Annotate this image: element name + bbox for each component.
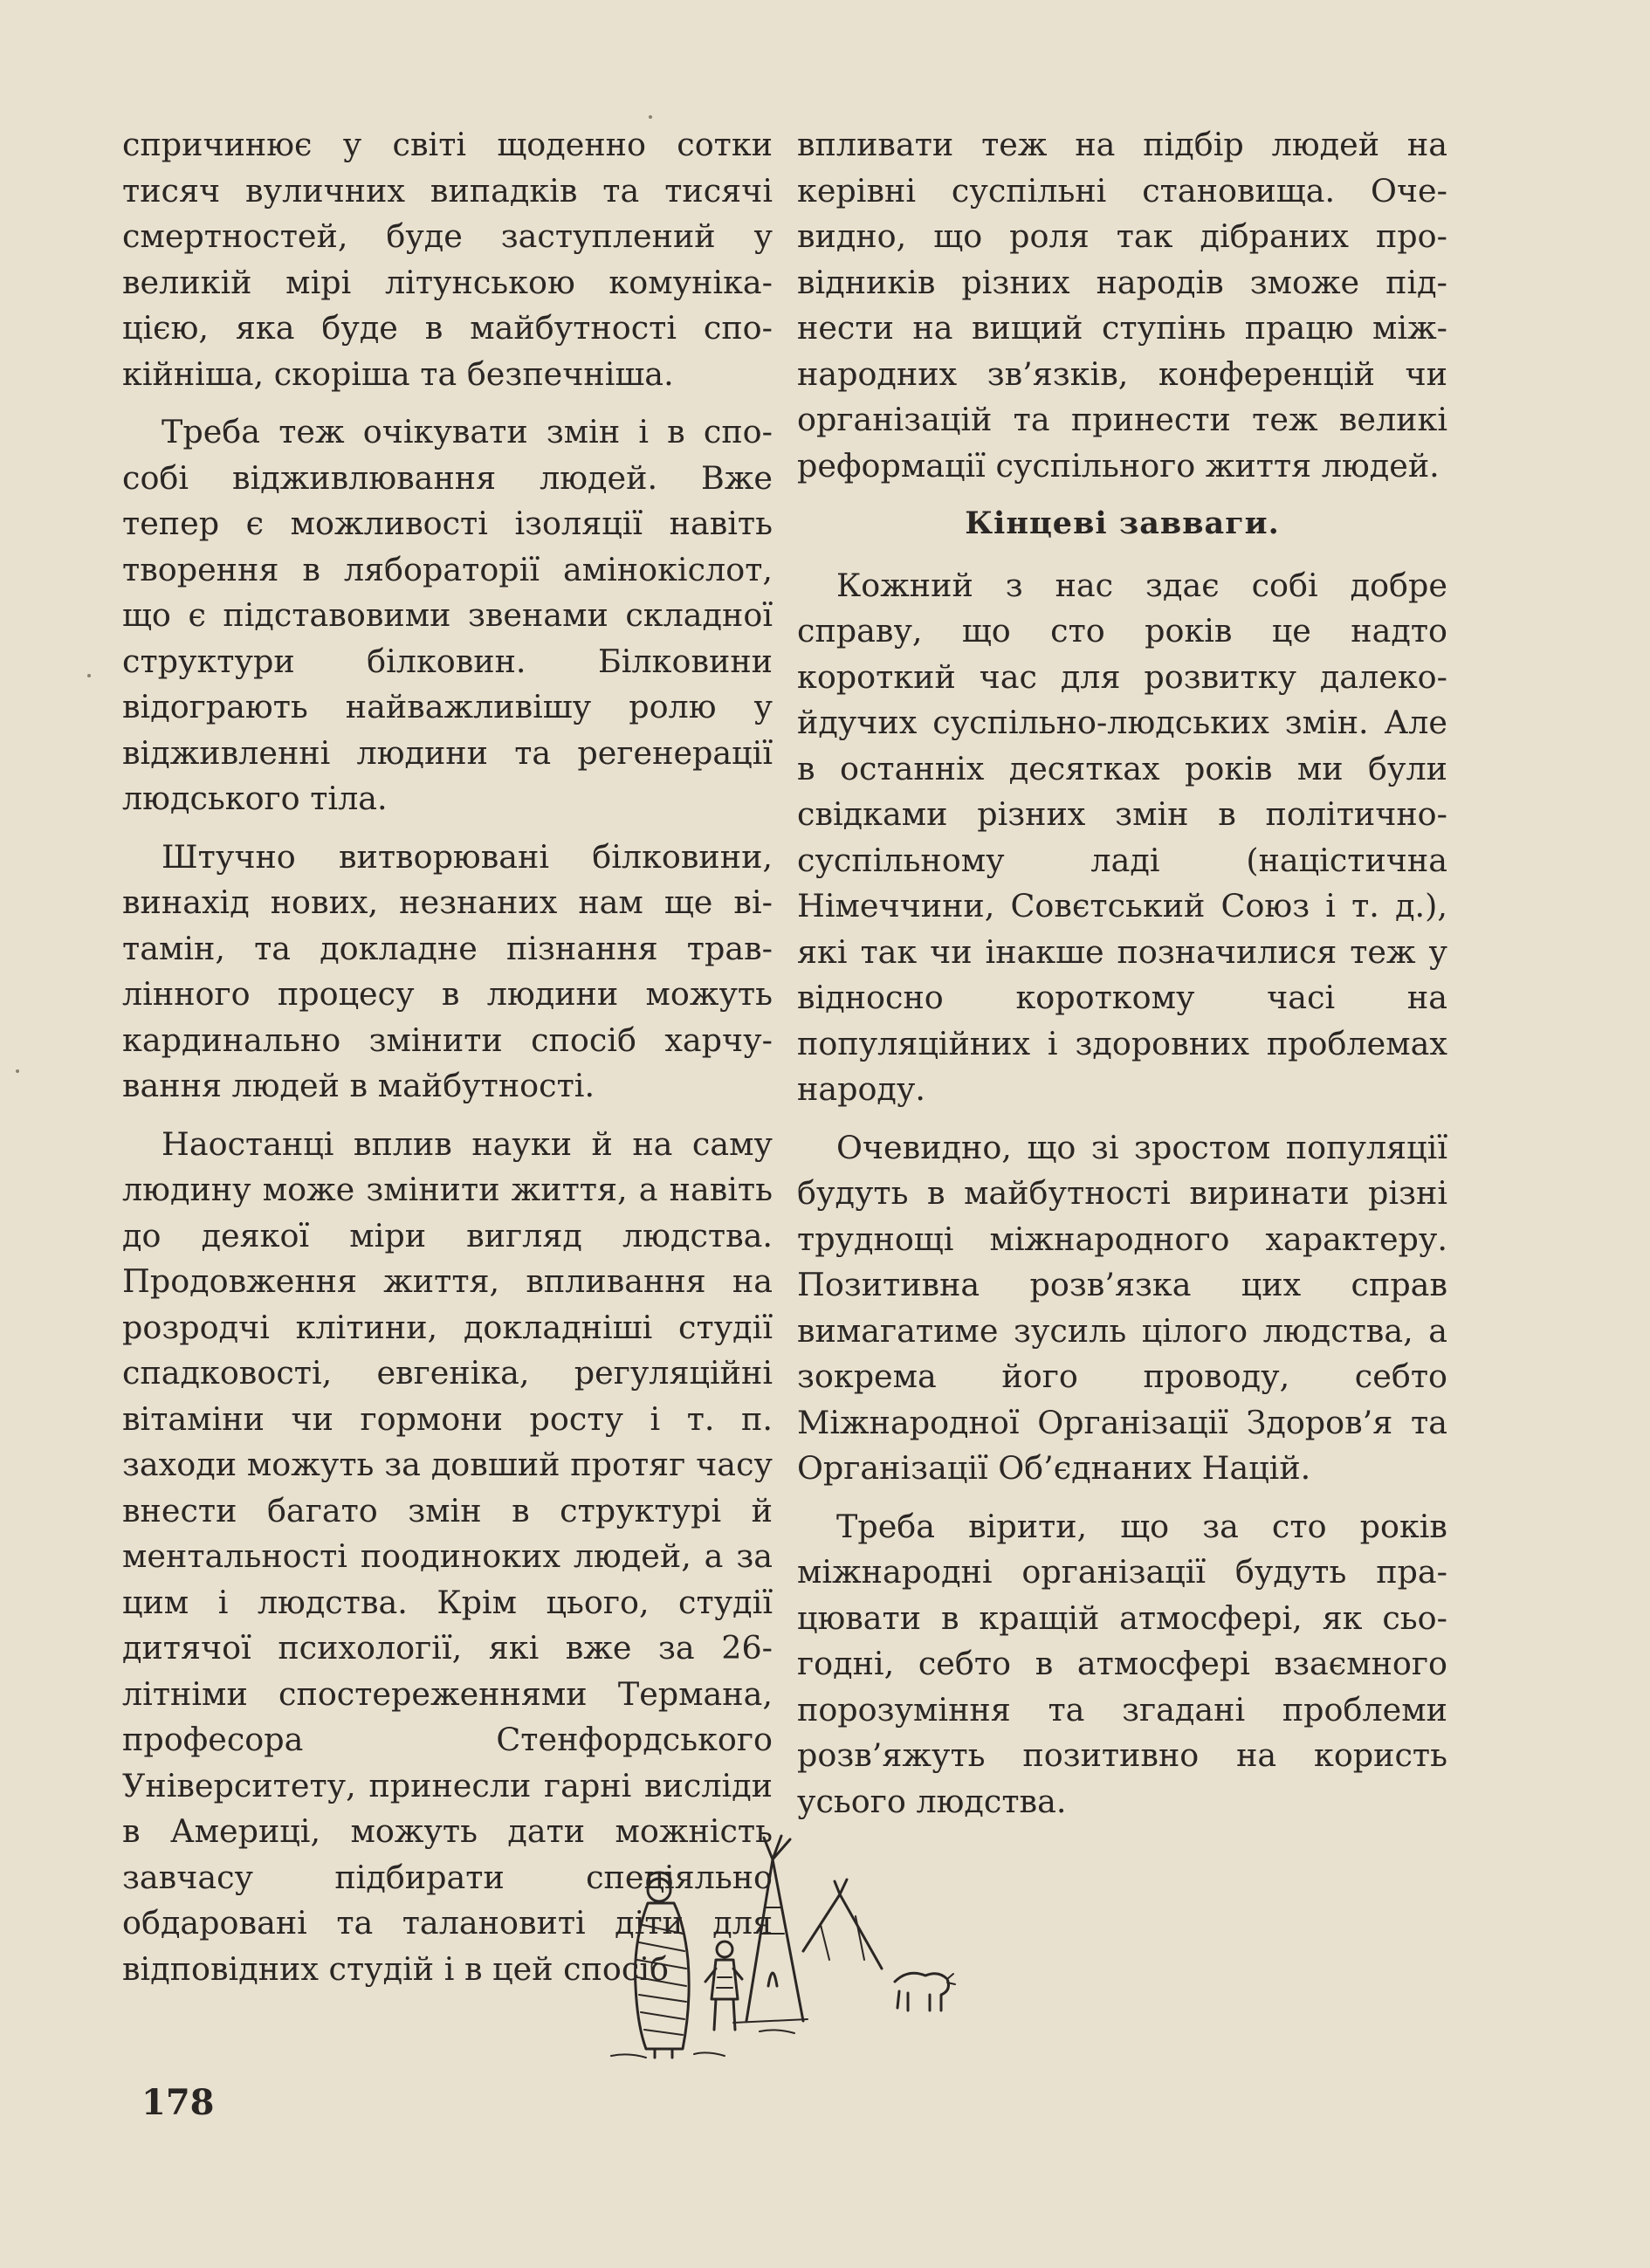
- paragraph: Кожний з нас здає собі добре справу, що сто років це надто короткий час для розвитку далекойдучих суспільно-людських змін. Але в останніх десятках років ми були свідками різних змін в політично-суспільному ладі (націстична Німеччини, Совєтський Союз і т. д.), які так чи інакше позначилися теж у відносно короткому часі на популяційних і здоровних проблемах народу.: [797, 566, 1447, 1108]
- left-column: [122, 122, 773, 2004]
- paper-speck: [87, 674, 91, 677]
- paragraph: Треба теж очікувати змін і в способі відживлювання людей. Вже тепер є можливості ізоляції навіть творення в лябораторії амінокіслот, що є підставовими звенами складної структури білковин. Білковини відограють найважливішу ролю у відживленні людини та регенерації людського тіла.: [122, 413, 773, 817]
- right-column: [797, 122, 1447, 1837]
- paper-speck: [16, 1069, 19, 1073]
- page-number: 178: [141, 2082, 215, 2123]
- paragraph: Наостанці вплив науки й на саму людину може змінити життя, а навіть до деякої міри вигляд людства. Продовження життя, впливання на розродчі клітини, докладніші студії спадковості, евгеніка, регуляційні вітаміни чи гормони росту і т. п. заходи можуть за довший протяг часу внести багато змін в структурі й ментальності поодиноких людей, а за цим і людства. Крім цього, студії дитячої психології, які вже за 26-літніми спостереженнями Термана, професора Стенфордського Університету, принесли гарні висліди в Америці, можуть дати можність завчасу підбирати спеціяльно обдаровані та талановиті діти для відповідних студій і в цей спосіб: [122, 1124, 773, 1988]
- section-heading: Кінцеві завваги.: [965, 505, 1280, 541]
- paragraph: Очевидно, що зі зростом популяції будуть в майбутності виринати різні труднощі міжнародного характеру. Позитивна розв’язка цих справ вимагатиме зусиль цілого людства, а зокрема його проводу, себто Міжнародної Організації Здоров’я та Організації Об’єднаних Націй.: [797, 1128, 1447, 1487]
- paragraph: спричинює у світі щоденно сотки тисяч вуличних випадків та тисячі смертностей, буде заступлений у великій мірі літунською комунікацією, яка буде в майбутності спокійніша, скоріша та безпечніша.: [122, 126, 773, 393]
- paper-speck: [649, 115, 652, 119]
- paragraph: Штучно витворювані білковини, винахід нових, незнаних нам ще вітамін, та докладне пізнання травлінного процесу в людини можуть кардинально змінити спосіб харчування людей в майбутності.: [122, 837, 773, 1104]
- tipi-scene-illustration: [594, 1820, 960, 2065]
- paragraph: Треба вірити, що за сто років міжнародні організації будуть працювати в кращій атмосфері, як сьогодні, себто в атмосфері взаємного порозуміння та згадані проблеми розв’яжуть позитивно на користь усього людства.: [797, 1507, 1447, 1820]
- paragraph: впливати теж на підбір людей на керівні суспільні становища. Очевидно, що роля так дібраних провідників різних народів зможе піднести на вищий ступінь працю міжнародних зв’язків, конференцій чи організацій та принести теж великі реформації суспільного життя людей.: [797, 126, 1447, 485]
